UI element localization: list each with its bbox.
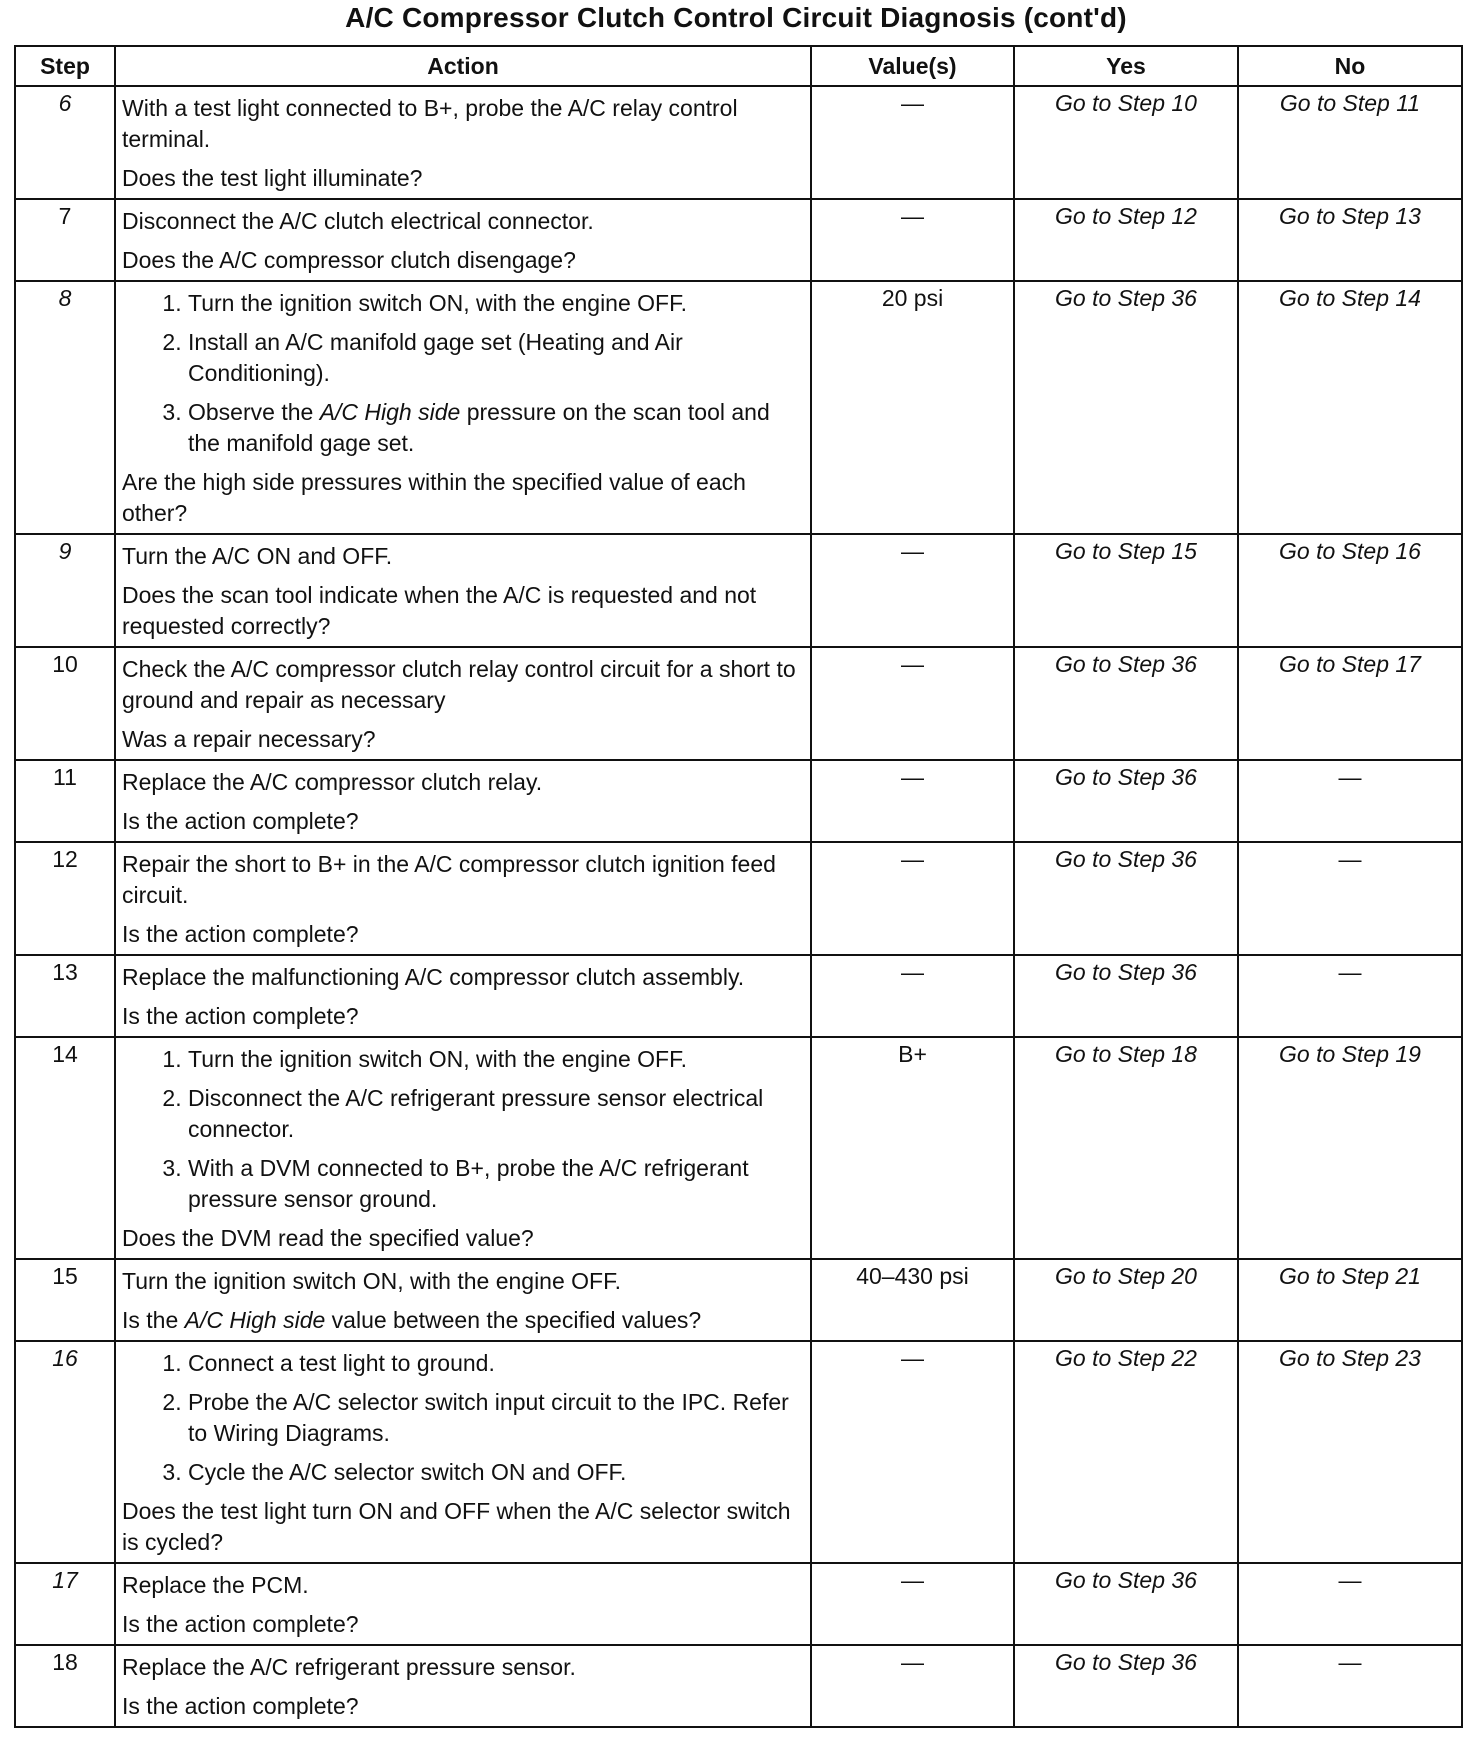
value-cell: 20 psi: [811, 281, 1014, 534]
value-cell: —: [811, 534, 1014, 647]
value-cell: —: [811, 1341, 1014, 1563]
step-number: 18: [15, 1645, 115, 1727]
no-cell: —: [1238, 842, 1462, 955]
no-cell: —: [1238, 760, 1462, 842]
step-number: 17: [15, 1563, 115, 1645]
action-step-item: [188, 1387, 804, 1449]
action-question: Does the test light illuminate?: [122, 165, 423, 191]
yes-cell: Go to Step 22: [1014, 1341, 1238, 1563]
yes-cell: Go to Step 36: [1014, 281, 1238, 534]
action-instruction: Repair the short to B+ in the A/C compressor clutch ignition feed circuit.: [122, 851, 776, 908]
step-number: 9: [15, 534, 115, 647]
action-instruction: Replace the malfunctioning A/C compressor clutch assembly.: [122, 964, 745, 990]
header-action: Action: [115, 46, 811, 86]
no-cell: Go to Step 21: [1238, 1259, 1462, 1341]
yes-cell: Go to Step 36: [1014, 1563, 1238, 1645]
action-instruction: Replace the PCM.: [122, 1572, 309, 1598]
action-step-item: [188, 397, 804, 459]
no-cell: —: [1238, 1645, 1462, 1727]
no-cell: Go to Step 11: [1238, 86, 1462, 199]
action-instruction: Turn the A/C ON and OFF.: [122, 543, 393, 569]
action-step-text: Connect a test light to ground.: [188, 1350, 495, 1376]
table-row: [15, 955, 1462, 1037]
table-row: [15, 86, 1462, 199]
action-step-text: Turn the ignition switch ON, with the engine OFF.: [188, 290, 687, 316]
action-cell: [115, 842, 811, 955]
action-step-item: [188, 1348, 804, 1379]
value-cell: 40–430 psi: [811, 1259, 1014, 1341]
value-cell: —: [811, 1645, 1014, 1727]
action-question: Does the A/C compressor clutch disengage?: [122, 247, 576, 273]
step-number: 7: [15, 199, 115, 281]
action-instruction: Turn the ignition switch ON, with the engine OFF.: [122, 1268, 621, 1294]
yes-cell: Go to Step 36: [1014, 842, 1238, 955]
action-cell: [115, 86, 811, 199]
step-number: 6: [15, 86, 115, 199]
action-question: [122, 1305, 804, 1336]
table-header-row: [15, 46, 1462, 86]
value-cell: —: [811, 760, 1014, 842]
action-step-item: [188, 1044, 804, 1075]
action-cell: [115, 955, 811, 1037]
table-row: [15, 647, 1462, 760]
action-instruction: Replace the A/C refrigerant pressure sensor.: [122, 1654, 576, 1680]
no-cell: —: [1238, 955, 1462, 1037]
header-step: Step: [15, 46, 115, 86]
action-cell: [115, 1563, 811, 1645]
yes-cell: Go to Step 18: [1014, 1037, 1238, 1259]
question-text: value between the specified values?: [325, 1307, 702, 1333]
no-cell: Go to Step 17: [1238, 647, 1462, 760]
action-cell: [115, 281, 811, 534]
action-steps-list: [122, 288, 804, 459]
step-number: 16: [15, 1341, 115, 1563]
action-cell: [115, 647, 811, 760]
action-step-item: [188, 288, 804, 319]
step-number: 13: [15, 955, 115, 1037]
action-step-item: [188, 1153, 804, 1215]
no-cell: —: [1238, 1563, 1462, 1645]
diagnosis-table: [14, 45, 1463, 1728]
action-cell: [115, 199, 811, 281]
action-cell: [115, 1645, 811, 1727]
header-values: Value(s): [811, 46, 1014, 86]
no-cell: Go to Step 16: [1238, 534, 1462, 647]
no-cell: Go to Step 13: [1238, 199, 1462, 281]
page-title: A/C Compressor Clutch Control Circuit Diagnosis (cont'd): [345, 2, 1127, 33]
action-instruction: With a test light connected to B+, probe the A/C relay control terminal.: [122, 95, 738, 152]
action-step-emphasis: A/C High side: [319, 399, 461, 425]
table-row: [15, 1037, 1462, 1259]
action-step-text: Cycle the A/C selector switch ON and OFF.: [188, 1459, 627, 1485]
yes-cell: Go to Step 36: [1014, 760, 1238, 842]
action-question: Is the action complete?: [122, 1693, 359, 1719]
step-number: 15: [15, 1259, 115, 1341]
step-number: 14: [15, 1037, 115, 1259]
action-step-text: Disconnect the A/C refrigerant pressure sensor electrical connector.: [188, 1085, 764, 1142]
action-cell: [115, 760, 811, 842]
value-cell: —: [811, 647, 1014, 760]
table-row: [15, 842, 1462, 955]
table-row: [15, 1563, 1462, 1645]
action-step-text: Probe the A/C selector switch input circuit to the IPC. Refer to Wiring Diagrams.: [188, 1389, 789, 1446]
action-step-text: With a DVM connected to B+, probe the A/C refrigerant pressure sensor ground.: [188, 1155, 749, 1212]
yes-cell: Go to Step 12: [1014, 199, 1238, 281]
question-text: Is the: [122, 1307, 185, 1333]
no-cell: Go to Step 23: [1238, 1341, 1462, 1563]
yes-cell: Go to Step 10: [1014, 86, 1238, 199]
header-no: No: [1238, 46, 1462, 86]
table-row: [15, 1341, 1462, 1563]
question-emphasis: A/C High side: [184, 1307, 326, 1333]
action-question: Does the scan tool indicate when the A/C is requested and not requested correctly?: [122, 582, 757, 639]
value-cell: B+: [811, 1037, 1014, 1259]
action-step-text: pressure on the scan tool and the manifold gage set.: [188, 399, 770, 456]
action-question: Is the action complete?: [122, 808, 359, 834]
table-row: [15, 534, 1462, 647]
action-step-text: Install an A/C manifold gage set (Heating and Air Conditioning).: [188, 329, 683, 386]
action-cell: [115, 1037, 811, 1259]
yes-cell: Go to Step 36: [1014, 647, 1238, 760]
table-row: [15, 1259, 1462, 1341]
no-cell: Go to Step 19: [1238, 1037, 1462, 1259]
table-row: [15, 1645, 1462, 1727]
action-question: Is the action complete?: [122, 1003, 359, 1029]
value-cell: —: [811, 1563, 1014, 1645]
value-cell: —: [811, 199, 1014, 281]
action-question: Are the high side pressures within the specified value of each other?: [122, 469, 746, 526]
action-question: Does the DVM read the specified value?: [122, 1225, 534, 1251]
action-question: Is the action complete?: [122, 921, 359, 947]
action-step-text: Observe the: [188, 399, 320, 425]
action-step-item: [188, 1083, 804, 1145]
step-number: 12: [15, 842, 115, 955]
table-row: [15, 199, 1462, 281]
action-question: Was a repair necessary?: [122, 726, 376, 752]
step-number: 8: [15, 281, 115, 534]
table-row: [15, 281, 1462, 534]
action-steps-list: [122, 1044, 804, 1215]
no-cell: Go to Step 14: [1238, 281, 1462, 534]
value-cell: —: [811, 955, 1014, 1037]
step-number: 10: [15, 647, 115, 760]
action-question: Is the action complete?: [122, 1611, 359, 1637]
yes-cell: Go to Step 36: [1014, 955, 1238, 1037]
action-cell: [115, 1259, 811, 1341]
action-step-item: [188, 1457, 804, 1488]
action-instruction: Disconnect the A/C clutch electrical connector.: [122, 208, 594, 234]
action-cell: [115, 1341, 811, 1563]
table-body: [15, 86, 1462, 1727]
value-cell: —: [811, 842, 1014, 955]
action-step-item: [188, 327, 804, 389]
header-yes: Yes: [1014, 46, 1238, 86]
action-cell: [115, 534, 811, 647]
yes-cell: Go to Step 15: [1014, 534, 1238, 647]
table-row: [15, 760, 1462, 842]
action-steps-list: [122, 1348, 804, 1488]
action-instruction: Check the A/C compressor clutch relay control circuit for a short to ground and repair as necessary: [122, 656, 796, 713]
value-cell: —: [811, 86, 1014, 199]
action-step-text: Turn the ignition switch ON, with the engine OFF.: [188, 1046, 687, 1072]
action-question: Does the test light turn ON and OFF when the A/C selector switch is cycled?: [122, 1498, 791, 1555]
yes-cell: Go to Step 20: [1014, 1259, 1238, 1341]
yes-cell: Go to Step 36: [1014, 1645, 1238, 1727]
action-instruction: Replace the A/C compressor clutch relay.: [122, 769, 543, 795]
step-number: 11: [15, 760, 115, 842]
